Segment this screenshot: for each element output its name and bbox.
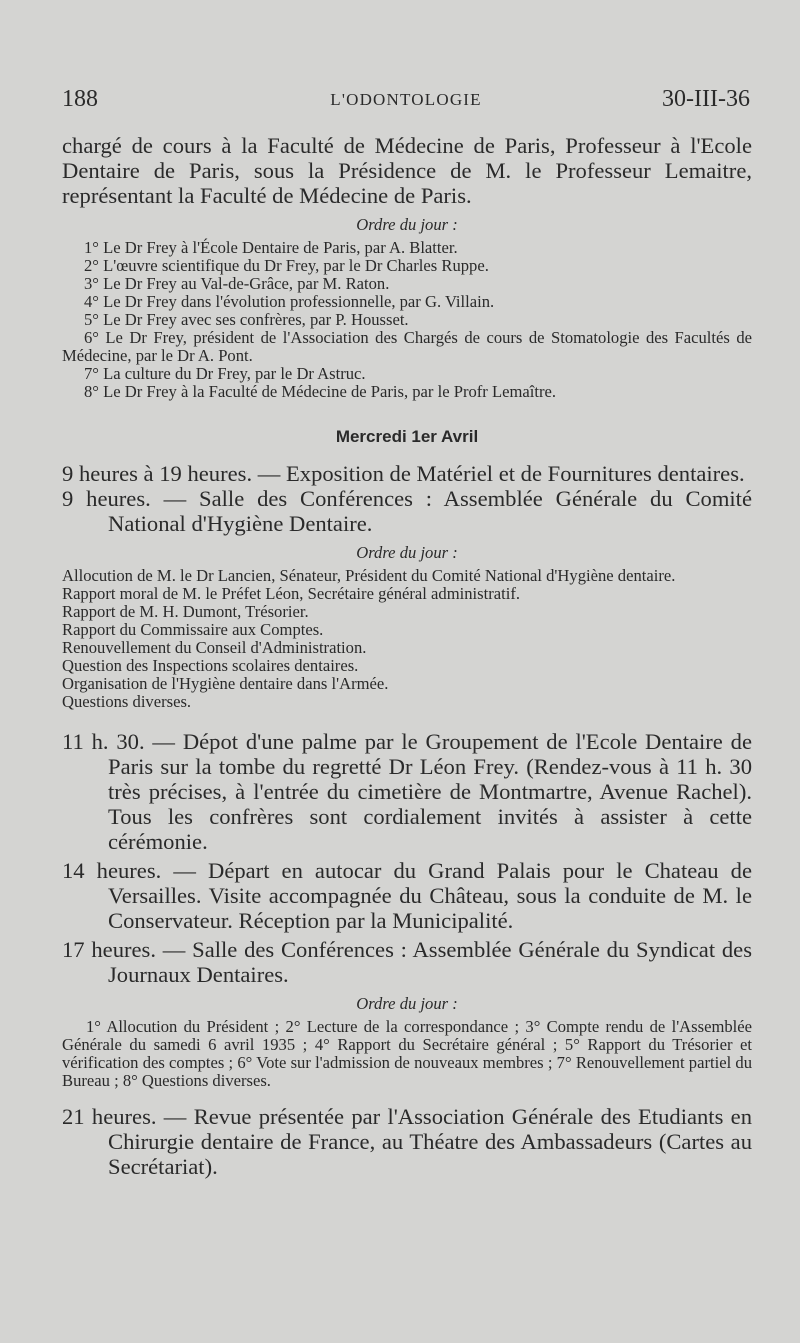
event-versailles: 14 heures. — Départ en autocar du Grand Palais pour le Chateau de Versailles. Visite accompagnée du Château, sous la conduite de M. le Conservateur. Réception par la Municipalité. xyxy=(62,858,752,933)
ordre2-item: Renouvellement du Conseil d'Administration. xyxy=(62,638,367,657)
event-assemblee-comite: 9 heures. — Salle des Conférences : Assemblée Générale du Comité National d'Hygiène Dentaire. xyxy=(62,486,752,536)
issue-date: 30-III-36 xyxy=(662,86,750,112)
ordre-list-2 xyxy=(62,567,752,711)
ordre1-item: 1° Le Dr Frey à l'École Dentaire de Paris, par A. Blatter. xyxy=(84,238,458,257)
ordre-du-jour-2: Ordre du jour : xyxy=(356,543,458,562)
journal-title: L'ODONTOLOGIE xyxy=(330,90,482,109)
ordre1-item: 5° Le Dr Frey avec ses confrères, par P. Housset. xyxy=(84,310,409,329)
ordre1-item: 7° La culture du Dr Frey, par le Dr Astruc. xyxy=(84,364,366,383)
running-header xyxy=(62,86,750,116)
ordre2-item: Rapport du Commissaire aux Comptes. xyxy=(62,620,324,639)
event-revue: 21 heures. — Revue présentée par l'Association Générale des Etudiants en Chirurgie dentaire de France, au Théatre des Ambassadeurs (Cartes au Secrétariat). xyxy=(62,1104,752,1179)
intro-paragraph: chargé de cours à la Faculté de Médecine de Paris, Professeur à l'Ecole Dentaire de Paris, sous la Présidence de M. le Professeur Lemaitre, représentant la Faculté de Médecine de Paris. xyxy=(62,133,752,208)
body-text xyxy=(62,133,752,1179)
ordre-du-jour-1: Ordre du jour : xyxy=(356,215,458,234)
event-depot-palme: 11 h. 30. — Dépot d'une palme par le Groupement de l'Ecole Dentaire de Paris sur la tombe du regretté Dr Léon Frey. (Rendez-vous à 11 h. 30 très précises, à l'entrée du cimetière de Montmartre, Avenue Rachel). Tous les confrères sont cordialement invités à assister à cette cérémonie. xyxy=(62,729,752,854)
ordre2-item: Questions diverses. xyxy=(62,692,192,711)
day-heading: Mercredi 1er Avril xyxy=(335,427,479,446)
ordre1-item: 8° Le Dr Frey à la Faculté de Médecine de Paris, par le Profr Lemaître. xyxy=(84,382,556,401)
ordre1-item: 2° L'œuvre scientifique du Dr Frey, par le Dr Charles Ruppe. xyxy=(84,256,489,275)
ordre2-item: Organisation de l'Hygiène dentaire dans l'Armée. xyxy=(62,674,389,693)
event-assemblee-syndicat: 17 heures. — Salle des Conférences : Assemblée Générale du Syndicat des Journaux Dentaires. xyxy=(62,937,752,987)
ordre-du-jour-3: Ordre du jour : xyxy=(356,994,458,1013)
ordre2-item: Question des Inspections scolaires dentaires. xyxy=(62,656,359,675)
ordre1-item: 4° Le Dr Frey dans l'évolution professionnelle, par G. Villain. xyxy=(84,292,495,311)
ordre2-item: Rapport moral de M. le Préfet Léon, Secrétaire général administratif. xyxy=(62,584,520,603)
ordre-list-1 xyxy=(62,239,752,401)
ordre3-paragraph: 1° Allocution du Président ; 2° Lecture de la correspondance ; 3° Compte rendu de l'Assemblée Générale du samedi 6 avril 1935 ; 4° Rapport du Secrétaire général ; 5° Rapport du Trésorier et vérification des comptes ; 6° Vote sur l'admission de nouveaux membres ; 7° Renouvellement partiel du Bureau ; 8° Questions diverses. xyxy=(62,1017,752,1090)
ordre1-item: 3° Le Dr Frey au Val-de-Grâce, par M. Raton. xyxy=(84,274,390,293)
page-number: 188 xyxy=(62,86,98,112)
ordre2-item: Rapport de M. H. Dumont, Trésorier. xyxy=(62,602,309,621)
event-exposition: 9 heures à 19 heures. — Exposition de Matériel et de Fournitures dentaires. xyxy=(62,461,745,486)
ordre2-item: Allocution de M. le Dr Lancien, Sénateur, Président du Comité National d'Hygiène dentaire. xyxy=(62,566,676,585)
ordre1-item: 6° Le Dr Frey, président de l'Association des Chargés de cours de Stomatologie des Facultés de Médecine, par le Dr A. Pont. xyxy=(62,328,752,365)
